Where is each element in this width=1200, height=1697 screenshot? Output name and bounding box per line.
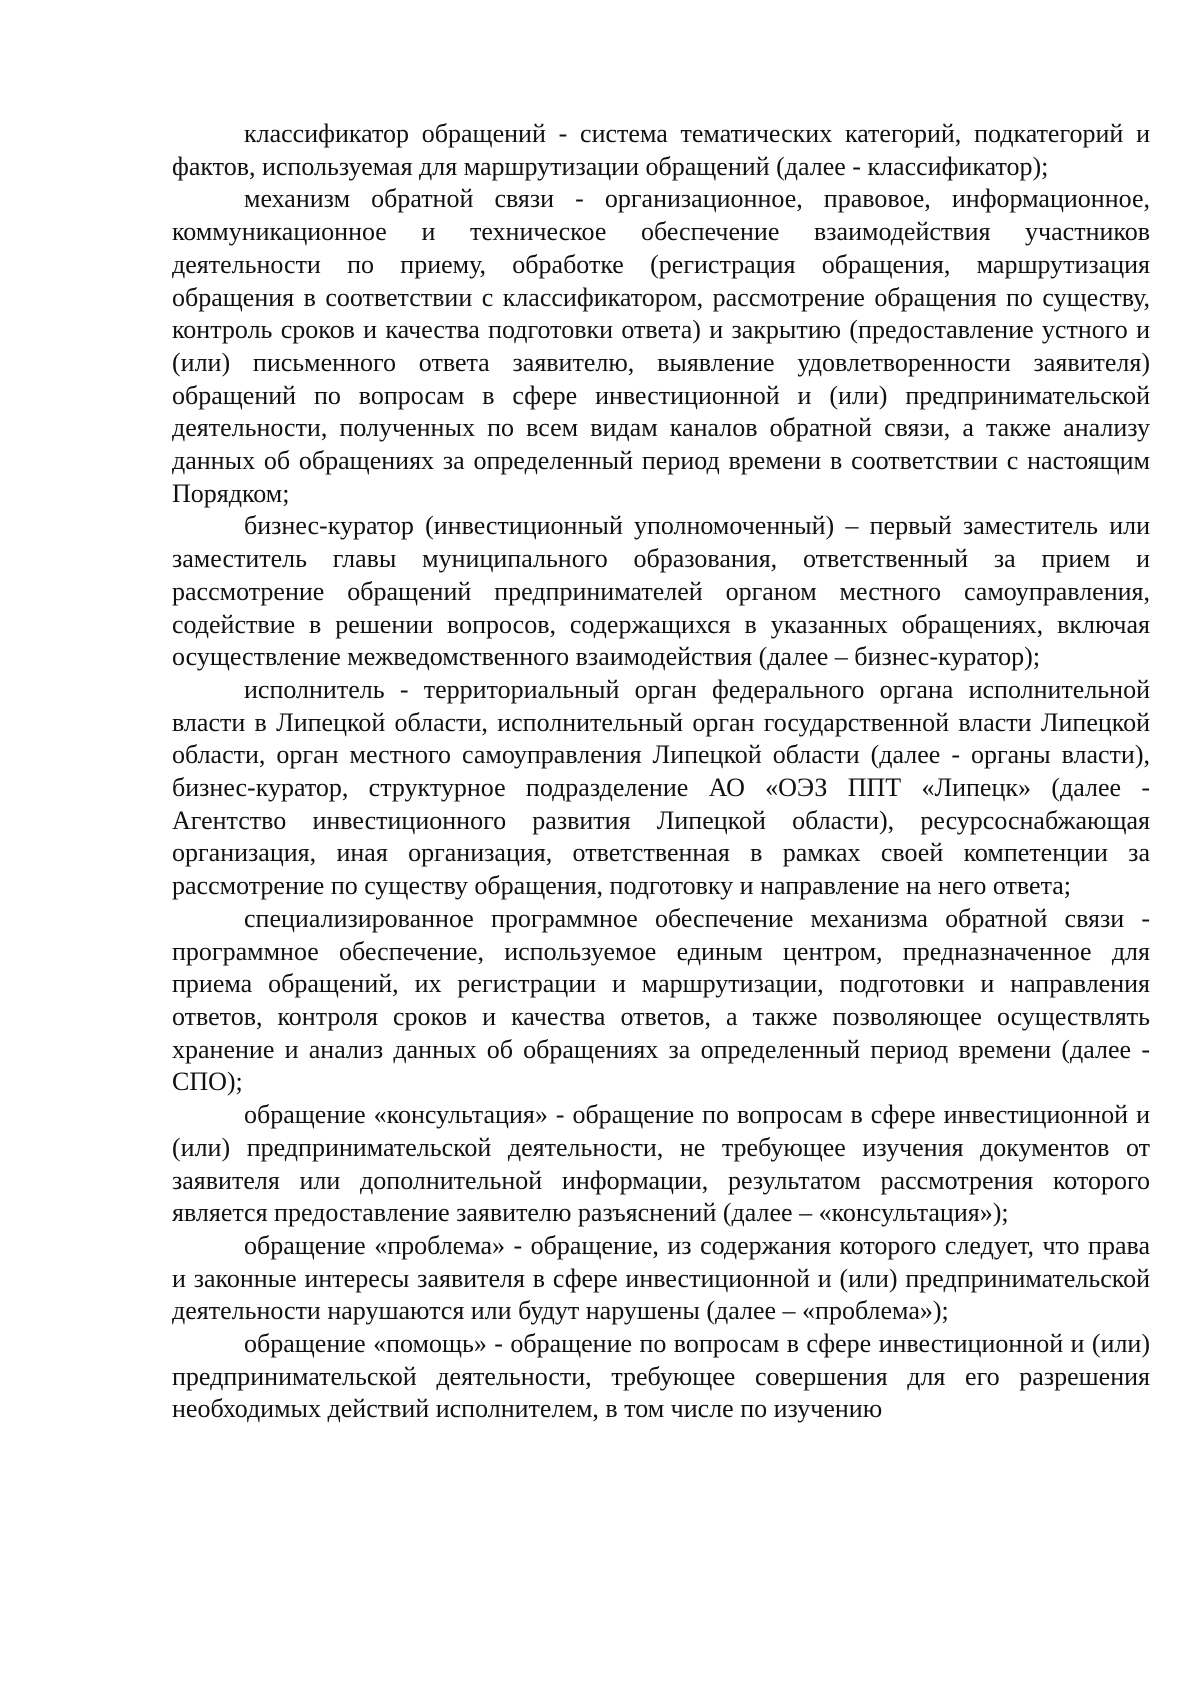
paragraph-software-definition: специализированное программное обеспечение механизма обратной связи - программное обеспечение, используемое единым центром, предназначенное для приема обращений, их регистрации и маршрутизации, подготовки и направления ответов, контроля сроков и качества ответов, а также позволяющее осуществлять хранение и анализ данных об обращениях за определенный период времени (далее - СПО); <box>172 903 1150 1097</box>
paragraph-problem-definition: обращение «проблема» - обращение, из содержания которого следует, что права и законные интересы заявителя в сфере инвестиционной и (или) предпринимательской деятельности нарушаются или будут нарушены (далее – «проблема»); <box>172 1230 1150 1326</box>
paragraph-consultation-definition: обращение «консультация» - обращение по вопросам в сфере инвестиционной и (или) предпринимательской деятельности, не требующее изучения документов от заявителя или дополнительной информации, результатом рассмотрения которого является предоставление заявителю разъяснений (далее – «консультация»); <box>172 1100 1150 1228</box>
document-body <box>172 118 1150 1426</box>
paragraph-business-curator-definition: бизнес-куратор (инвестиционный уполномоченный) – первый заместитель или заместитель главы муниципального образования, ответственный за прием и рассмотрение обращений предпринимателей органом местного самоуправления, содействие в решении вопросов, содержащихся в указанных обращениях, включая осуществление межведомственного взаимодействия (далее – бизнес-куратор); <box>172 511 1150 672</box>
paragraph-classifier-definition: классификатор обращений - система тематических категорий, подкатегорий и фактов, используемая для маршрутизации обращений (далее - классификатор); <box>172 119 1150 181</box>
paragraph-executor-definition: исполнитель - территориальный орган федерального органа исполнительной власти в Липецкой области, исполнительный орган государственной власти Липецкой области, орган местного самоуправления Липецкой области (далее - органы власти), бизнес-куратор, структурное подразделение АО «ОЭЗ ППТ «Липецк» (далее - Агентство инвестиционного развития Липецкой области), ресурсоснабжающая организация, иная организация, ответственная в рамках своей компетенции за рассмотрение по существу обращения, подготовку и направление на него ответа; <box>172 674 1150 901</box>
paragraph-feedback-mechanism-definition: механизм обратной связи - организационное, правовое, информационное, коммуникационное и техническое обеспечение взаимодействия участников деятельности по приему, обработке (регистрация обращения, маршрутизация обращения в соответствии с классификатором, рассмотрение обращения по существу, контроль сроков и качества подготовки ответа) и закрытию (предоставление устного и (или) письменного ответа заявителю, выявление удовлетворенности заявителя) обращений по вопросам в сфере инвестиционной и (или) предпринимательской деятельности, полученных по всем видам каналов обратной связи, а также анализу данных об обращениях за определенный период времени в соответствии с настоящим Порядком; <box>172 184 1150 508</box>
paragraph-help-definition: обращение «помощь» - обращение по вопросам в сфере инвестиционной и (или) предпринимательской деятельности, требующее совершения для его разрешения необходимых действий исполнителем, в том числе по изучению <box>172 1329 1150 1424</box>
